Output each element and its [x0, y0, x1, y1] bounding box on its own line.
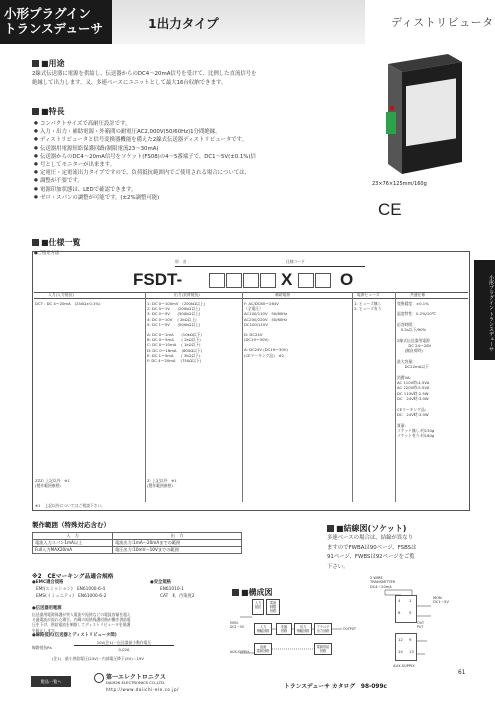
feature-item: ● 伝送器用電源短絡保護回路(制限電流23～30mA)	[34, 145, 359, 153]
common-item: 温度特性：0.2%/10℃	[397, 311, 437, 317]
feature-item: ● 調整が不要です。	[34, 177, 359, 185]
loop-note: (注1) 最小供給電圧(24V)－内部電圧降下(5V)＝19V	[52, 656, 144, 661]
col-sep	[352, 292, 353, 502]
common-item: (無負荷時)	[397, 348, 423, 354]
model-divider	[175, 266, 365, 267]
col-power: 補助電源	[275, 292, 291, 297]
range-cell: Full入力MAX20mA	[33, 547, 113, 554]
model-o: O	[340, 270, 354, 289]
terminal: 8	[398, 610, 401, 615]
product-photo	[370, 52, 470, 182]
common-item: 応答時間：	[397, 321, 416, 327]
catalog-title: トランスデューサ カタログ 98-099c	[284, 684, 387, 690]
usage-text	[32, 70, 362, 88]
power-item: AC200/220V 50/60Hz	[244, 316, 288, 322]
code-box-power	[298, 273, 314, 288]
power-item: AC100/110V 50/60Hz	[244, 311, 288, 317]
range-col-out: 出 力	[113, 533, 242, 540]
features-list	[34, 120, 359, 202]
product-dimensions: 23×76×125mm/160g	[372, 181, 427, 187]
feature-item: ● 電源印加状態は、LEDで確認できます。	[34, 186, 359, 194]
input-special: ZZZ: 上記以外 ※1 (製作範囲参照)	[35, 478, 70, 489]
common-spec-list	[397, 301, 469, 439]
model-prefix: FSDT-	[133, 270, 183, 289]
block-input-resistor: 入力 抵抗	[252, 599, 264, 615]
loop-denominator: 0.02A	[118, 647, 130, 652]
mon-label: MON. DC1～5V	[433, 596, 449, 605]
fuse-item: 2: ヒューズ有り	[354, 306, 382, 312]
usage-line: 2線式伝送器に電源を供給し、伝送器からのDC4～20mA信号を受けて、比例した直流信号を	[32, 71, 257, 77]
common-item: AC 220V時:5.5VA	[397, 385, 430, 391]
common-item: 2線式伝送器用電源	[397, 337, 430, 343]
input-spec: DCT : DC 4～20mA (250Ω±0.1%)	[35, 301, 101, 306]
block-analog-out: アナログ 出力回路	[314, 623, 332, 635]
socket-line: 多連ベースの場合は、結線が異なり	[327, 535, 413, 541]
common-item: DC 24～28V	[397, 343, 432, 349]
power-item: A: DC24V (DC19～30V)	[244, 347, 288, 353]
protect-heading: ●伝送器用電源	[32, 606, 62, 611]
power-spec-list	[244, 301, 352, 358]
company-name-en: DAIICHI ELECTRONICS CO.,LTD.	[106, 680, 166, 685]
common-item: 変換精度：±0.1%	[397, 301, 429, 306]
emc-ems: EMS(イミュニティ) EN61000-6-2	[36, 594, 107, 599]
protect-line: る過電流が流れた場合、内蔵の短絡保護回路が働き供給電	[32, 617, 131, 623]
output-item: 5: DC 1～5V (500kΩ以上)	[147, 321, 201, 327]
feature-item: ● 伝送器からのDC4～20mA信号をソケット(FS08)の4～5番端子で、DC1～5V(±0.1%)信	[34, 153, 359, 161]
output-item: B: DC 0～5mA ( 2kΩ以下)	[147, 337, 201, 343]
emc-emi: EMI(エミッション) EN61000-6-4	[36, 587, 106, 592]
col-output: 出力(負荷抵抗)	[174, 292, 200, 297]
socket-diagram	[365, 576, 470, 672]
feature-item: ● 号としてモニターが出来ます。	[34, 161, 359, 169]
output-special: Z: 上記以外 ※1 (製作範囲参照)	[147, 478, 177, 489]
output-item: C: DC 0～10mA ( 1kΩ以下)	[147, 342, 201, 348]
transmitter-label: 2 WIRE TRANSMITTER DC4～20mA	[370, 576, 396, 589]
power-item: D: DC24V	[244, 332, 263, 338]
common-item: 最大容量：	[397, 358, 416, 364]
feature-item: ● ディストリビュータと信号変換器機能を備えた2線式伝送器ディストリビュータです。	[34, 136, 359, 144]
loop-formula-label: 線路抵抗Rs	[32, 645, 52, 650]
range-heading: 製作範囲（特殊対応含む）	[32, 521, 110, 529]
type-title-bar	[112, 0, 365, 44]
common-item: DC 24V時:3.0W	[397, 412, 429, 418]
usage-line: 絶縁して出力します。又、多連ベースにユニットとして最大16台収納できます。	[32, 80, 227, 86]
protect-text	[32, 612, 162, 633]
protect-line: を防止します。	[32, 627, 59, 633]
output-item: A: DC 0～1mA (10kΩ以下)	[147, 332, 202, 338]
socket-text	[327, 534, 467, 572]
ce-heading: ※2 CEマーキング品適合規格	[32, 574, 114, 580]
output-item: 2: DC 0～1V (200kΩ以上)	[147, 306, 201, 312]
output-spec-list	[147, 301, 242, 363]
company-name-jp: 第一エレクトロニクス	[106, 674, 166, 681]
socket-wires	[365, 576, 470, 672]
socket-line: 91ページ、FWBSは92ページをご覧	[327, 554, 415, 560]
code-box-input	[243, 273, 259, 288]
loop-numerator: 10V(注1)－伝送器最小動作電圧	[74, 640, 174, 646]
code-box-output	[260, 273, 276, 288]
col-sep	[395, 292, 396, 502]
product-name-bar	[365, 0, 495, 44]
safety-label: ●安全規格	[150, 580, 171, 585]
code-box-input	[209, 273, 225, 288]
page-number: 61	[458, 670, 466, 676]
spec-heading: ■仕様一覧	[32, 237, 81, 248]
common-item: 質量:	[397, 422, 406, 428]
out-label: OUT PUT	[417, 621, 425, 629]
socket-line: 下さい。	[327, 563, 349, 570]
product-name: ディストリビュータ	[391, 16, 494, 29]
terminal: 13	[409, 649, 414, 654]
socket-heading: ■結線図(ソケット)	[327, 523, 406, 534]
range-cell: 電流入力スパン1mA以上	[33, 540, 113, 547]
terminal: 1	[409, 598, 412, 603]
socket-line: ますのでFWBAは90ページ、FSBSは	[327, 544, 417, 551]
model-x: X	[281, 270, 293, 289]
col-fuse: 電源ヒューズ	[357, 292, 380, 297]
feature-item: ● 定電圧・定電流出力タイプですので、負荷抵抗範囲内でご使用される場合については、	[34, 169, 359, 177]
common-item: ソケット無し:約130g	[397, 427, 435, 433]
col-sep	[145, 292, 146, 502]
output-item: 1: DC 0～100mV (200kΩ以上)	[147, 301, 206, 306]
block-heading: ■構成図	[232, 587, 273, 598]
block-aux-label: AUX.SUPPLY	[230, 650, 250, 654]
series-line2: トランスデューサ	[4, 21, 104, 36]
range-col-in: 入 力	[33, 533, 113, 540]
ce-mark: CE	[378, 200, 402, 219]
type-title: 1出力タイプ	[148, 16, 219, 31]
spec-note1: ※1 上記以外についてはご相談下さい。	[35, 503, 106, 508]
product-list-button[interactable]: 製品一覧へ	[31, 676, 71, 687]
common-item: 0.5s以下/90%	[397, 327, 427, 333]
output-item: D: DC 0～16mA (600Ω以下)	[147, 347, 203, 353]
block-mon-label: MON. DC1～5V	[230, 621, 245, 629]
fuse-item: 1: ヒューズ無し	[354, 301, 382, 306]
common-item: ソケット有り:約160g	[397, 433, 435, 439]
feature-item: ● ゼロ・スパンの調整が可能です。(±2%調整可能)	[34, 194, 359, 202]
terminal: 4	[398, 598, 401, 603]
common-item: 消費VA:	[397, 374, 411, 380]
code-box-fuse	[315, 273, 331, 288]
spec-code-label: 仕様コード	[286, 259, 305, 264]
common-item: DC 110V時:2.5W	[397, 390, 429, 396]
safety-1: EN61010-1	[160, 587, 184, 592]
spec-col-header-row	[34, 292, 468, 299]
emc-label: ●EMC適合規格	[32, 580, 64, 585]
block-dc-power: 直流 電源回路	[254, 643, 272, 655]
block-power-supply: 電源供給 回路	[314, 643, 332, 655]
block-converter: 変換 回路	[276, 623, 292, 635]
terminal: 14	[398, 649, 403, 654]
block-diagram	[230, 597, 360, 667]
protect-line: 伝送器用電源保護が突入電流や短絡などの電流容量を超え	[32, 612, 131, 617]
usage-heading: ■用途	[32, 58, 65, 69]
series-title	[0, 0, 112, 44]
power-item: DC100/110V	[244, 321, 268, 327]
col-sep	[242, 292, 243, 502]
block-wires	[230, 597, 360, 667]
block-current-limit: 電流 制限 回路	[266, 599, 280, 615]
power-item: (DC19～30V)	[244, 337, 269, 343]
common-item: AC 110V時:4.5VA	[397, 380, 430, 386]
output-item: 3: DC 0～5V (500kΩ以上)	[147, 311, 201, 317]
protect-line: 圧を下げ、供給電流を制限してディストリビュータを保護	[32, 622, 131, 628]
range-cell: 電流出力:1mA～20mAまでの範囲	[113, 540, 242, 547]
output-item: 4: DC 0～10V ( 2kΩ以上)	[147, 316, 197, 322]
model-label: 形 名	[175, 259, 187, 264]
designation-label: ●ご指定方法	[34, 251, 60, 256]
side-tab: 小形プラグイン トランスデューサ	[474, 260, 495, 360]
block-input-amp: 入力 増幅回路	[254, 623, 272, 635]
company-url[interactable]: http://www.daiichi-ele.co.jp/	[106, 687, 180, 692]
fuse-spec-list	[354, 301, 396, 311]
output-item: E: DC 1～5mA ( 3kΩ以下)	[147, 352, 201, 358]
power-item: F: AC/DC80～264V	[244, 301, 279, 306]
terminal: 12	[398, 637, 403, 642]
power-item: (CEマーキング品) ※2	[244, 352, 285, 358]
range-table	[32, 532, 242, 554]
col-common: 共通仕様	[410, 292, 426, 297]
company-logo-icon	[94, 673, 104, 683]
safety-2: CAT Ⅱ、汚染度2	[160, 594, 195, 599]
range-cell: 電圧出力:10mV～10Vまでの範囲	[113, 547, 242, 554]
feature-item: ● コンパクトサイズで高耐圧設計です。	[34, 120, 359, 128]
code-box-input	[226, 273, 242, 288]
power-item: （全電圧）	[244, 306, 263, 312]
common-item: DC 24V時:3.0W	[397, 396, 429, 402]
aux-label: AUX.SUPPLY	[393, 664, 415, 668]
feature-item: ● 入力・出力・補助電源・外箱間の耐電圧AC2,000V(50/60Hz)1分間絶縁。	[34, 128, 359, 136]
loop-heading: ●線路抵抗(伝送器とディストリビュータ間)	[32, 633, 117, 638]
block-output-amp: 出力 増幅回路	[294, 623, 312, 635]
terminal: 5	[409, 610, 412, 615]
block-output-label: OUTPUT	[343, 627, 356, 631]
col-input: 入力(入力抵抗)	[48, 292, 74, 297]
terminal: 9	[409, 637, 412, 642]
features-heading: ■特長	[32, 106, 65, 117]
output-item: F: DC 4～20mA (750Ω以下)	[147, 358, 202, 364]
common-item: DC22mA以下	[397, 364, 429, 370]
series-line1: 小形プラグイン	[4, 6, 91, 21]
common-item: CEマーキング品:	[397, 406, 426, 412]
